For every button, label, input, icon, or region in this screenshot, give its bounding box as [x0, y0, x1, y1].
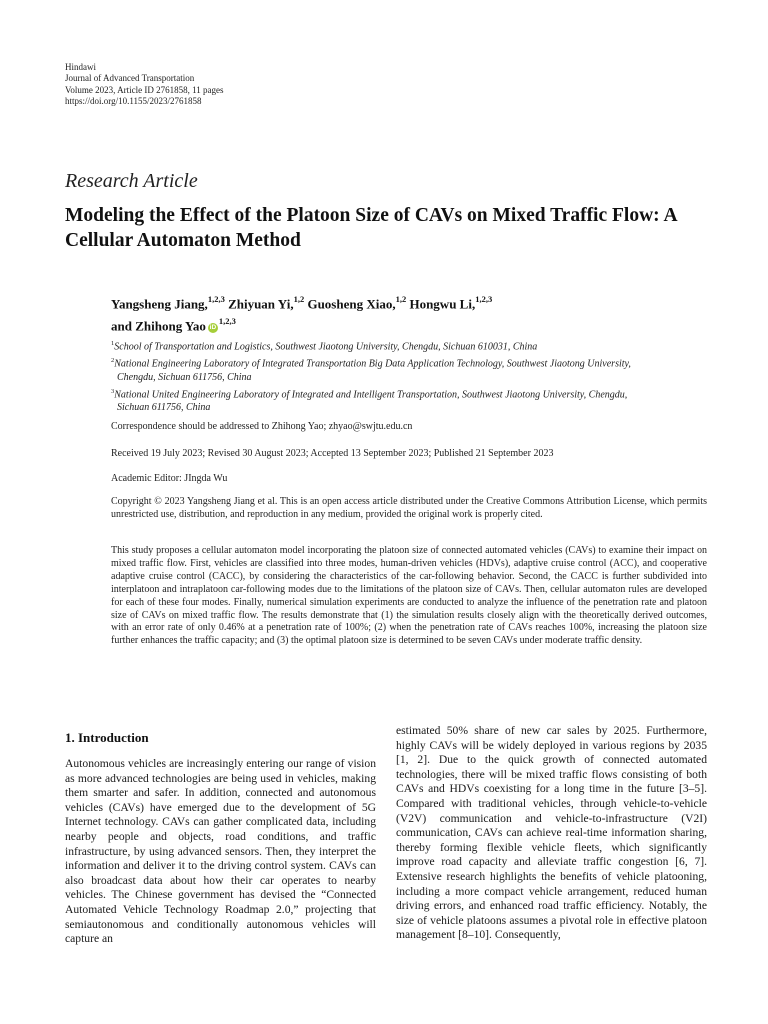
author-connector: and	[111, 318, 132, 334]
article-title: Modeling the Effect of the Platoon Size of CAVs on Mixed Traffic Flow: A Cellular Automaton Method	[65, 205, 677, 251]
copyright-notice: Copyright © 2023 Yangsheng Jiang et al. This is an open access article distributed under the Creative Commons Attribution License, which permits unrestricted use, distribution, and reproduction in any medium, provided the original work is properly cited.	[111, 496, 707, 520]
section-heading-introduction: 1. Introduction	[65, 730, 149, 745]
author-name[interactable]: Hongwu Li,	[409, 296, 476, 312]
author-name[interactable]: Zhiyuan Yi,	[228, 296, 294, 312]
affiliation-text: National Engineering Laboratory of Integrated Transportation Big Data Application Technology, Southwest Jiaotong University,	[114, 358, 631, 370]
author-affiliation-marker: 1,2,3	[218, 316, 236, 327]
orcid-icon[interactable]: iD	[209, 323, 217, 331]
author-name[interactable]: Guosheng Xiao,	[307, 296, 396, 312]
affiliation-text-continued: Chengdu, Sichuan 611756, China	[117, 371, 252, 383]
introduction-left-column: Autonomous vehicles are increasingly entering our range of vision as more advanced technologies are being used in vehicles, making them smarter and safer. In addition, connected and autonomous vehicles (CAVs) have emerged due to the development of 5G Internet technology. CAVs can gather complicated data, including nearby people and objects, road conditions, and traffic infrastructure, by using advanced sensors. Then, they interpret the information and deliver it to the driving control system. CAVs can also broadcast data about how their car operates to nearby vehicles. The Chinese government has devised the “Connected Automated Vehicle Technology Roadmap 2.0,” projecting that semiautonomous and conditionally autonomous vehicles will capture an	[65, 757, 376, 946]
affiliation-item	[111, 385, 707, 414]
journal-masthead	[65, 62, 465, 108]
affiliation-number: 3	[111, 387, 115, 395]
abstract: This study proposes a cellular automaton model incorporating the platoon size of connected automated vehicles (CAVs) to examine their impact on mixed traffic flow. First, vehicles are classified into three modes, human-driven vehicles (HDVs), adaptive cruise control (ACC), and cooperative adaptive cruise control (CACC), by considering the characteristics of the car-following behavior. Second, the CACC is further subdivided into interplatoon and intraplatoon car-following modes due to the limitations of the platoon size of CAVs. Then, cellular automaton rules are developed for each of these four modes. Finally, numerical simulation experiments are conducted to analyze the influence of the penetration rate and platoon size of CAVs on mixed traffic flow. The results demonstrate that (1) the simulation results closely align with the theoretically derived outcomes, with an error rate of only 0.46% at a penetration rate of 100%; (2) when the penetration rate of CAVs reaches 100%, increasing the platoon size further enhances the traffic capacity; and (3) the optimal platoon size is determined to be seven CAVs under moderate traffic density.	[111, 545, 707, 647]
affiliation-item	[111, 354, 707, 383]
affiliation-text: National United Engineering Laboratory of Integrated and Intelligent Transportation, Southwest Jiaotong University, Chengdu,	[114, 388, 628, 400]
affiliation-text-continued: Sichuan 611756, China	[117, 401, 211, 413]
author-affiliation-marker: 1,2,3	[207, 294, 225, 304]
introduction-right-column: estimated 50% share of new car sales by 2025. Furthermore, highly CAVs will be widely deployed in various regions by 2035 [1, 2]. Due to the quick growth of connected automated technologies, there will be mixed traffic flows consisting of both CAVs and HDVs coexisting for a long time in the future [3–5]. Compared with traditional vehicles, through vehicle-to-vehicle (V2V) communication and vehicle-to-infrastructure (V2I) communication, CAVs can achieve real-time information sharing, thereby forming flexible vehicle fleets, which significantly improve road capacity and alleviate traffic congestion [6, 7]. Extensive research highlights the benefits of vehicle platooning, including a more compact vehicle arrangement, reduced human driving errors, and enhanced road traffic efficiency. Notably, the size of vehicle platoons assumes a pivotal role in effective platoon management [8–10]. Consequently,	[396, 724, 707, 942]
affiliation-number: 2	[111, 357, 115, 365]
author-affiliation-marker: 1,2	[395, 294, 407, 304]
journal-name: Journal of Advanced Transportation	[65, 73, 195, 84]
publication-dates: Received 19 July 2023; Revised 30 August 2023; Accepted 13 September 2023; Published 21 September 2023	[111, 448, 554, 459]
affiliations	[111, 337, 707, 415]
affiliation-text: School of Transportation and Logistics, Southwest Jiaotong University, Chengdu, Sichuan 610031, China	[114, 341, 538, 353]
author-affiliation-marker: 1,2	[293, 294, 305, 304]
article-type: Research Article	[65, 170, 198, 192]
author-affiliation-marker: 1,2,3	[475, 294, 493, 304]
author-name[interactable]: Zhihong Yao	[135, 318, 206, 334]
volume-info: Volume 2023, Article ID 2761858, 11 pages	[65, 84, 224, 95]
author-list	[111, 291, 711, 336]
author-name[interactable]: Yangsheng Jiang,	[111, 296, 208, 312]
affiliation-item	[111, 337, 707, 353]
academic-editor: Academic Editor: JIngda Wu	[111, 473, 228, 484]
doi-link[interactable]: https://doi.org/10.1155/2023/2761858	[65, 96, 202, 107]
publisher-name: Hindawi	[65, 62, 96, 72]
correspondence-line: Correspondence should be addressed to Zhihong Yao; zhyao@swjtu.edu.cn	[111, 421, 413, 432]
affiliation-number: 1	[111, 340, 115, 347]
